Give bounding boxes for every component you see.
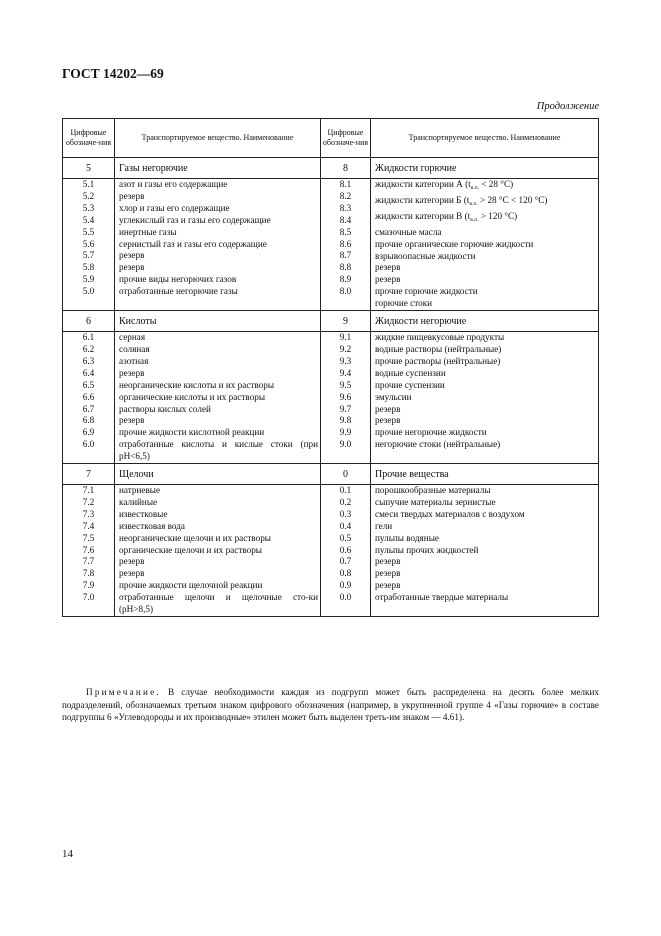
subgroup-name-text: сыпучие материалы зернистые: [375, 496, 496, 507]
group-row: [63, 464, 599, 485]
subgroup-name-text: органические щелочи и их растворы: [119, 544, 262, 555]
subgroup-name: [375, 380, 596, 392]
subgroup-code: 8.2: [339, 190, 352, 201]
subgroup-code: 8.6: [339, 238, 352, 249]
subgroup-name-text: азот и газы его содержащие: [119, 179, 228, 189]
subgroup-name-text: инертные газы: [119, 226, 177, 237]
subgroup-names: [115, 179, 321, 311]
subgroup-name: [119, 556, 318, 568]
subgroup-name-text: резерв: [375, 580, 401, 591]
subgroup-name-text: эмульсии: [375, 391, 412, 402]
page-number: 14: [62, 848, 73, 860]
table-body: [63, 158, 599, 617]
subgroup-name-text: жидкости категории Б (t: [375, 194, 470, 205]
subgroup-code: 7.9: [82, 580, 95, 591]
subgroup-code: 5.8: [82, 262, 95, 273]
subgroup-name: [119, 392, 318, 404]
subgroup-name-text: отработанные щелочи и щелочные сто-ки (рН>8,5): [119, 592, 318, 615]
subgroup-name-text: жидкие пищевкусовые продукты: [375, 332, 505, 343]
subgroup-name-text: резерв: [119, 415, 145, 426]
subgroup-name: [119, 191, 318, 203]
subgroup-name: [375, 211, 596, 227]
subgroup-name: [119, 332, 318, 344]
subgroup-name: [119, 356, 318, 368]
subgroup-code: 8.1: [339, 179, 352, 189]
subgroup-code: 0.4: [339, 520, 352, 531]
temperature-subscript: в.п.: [469, 200, 478, 207]
subgroup-code: 8.3: [339, 202, 352, 213]
subgroup-name: [375, 556, 596, 568]
subgroup-code: 6.7: [82, 403, 95, 414]
header-code: Цифровые обозначе-ния: [63, 119, 115, 158]
subgroup-code: 6.5: [82, 379, 95, 390]
subgroup-code: 0.8: [339, 568, 352, 579]
subgroup-codes: [63, 332, 115, 464]
subgroup-name: [375, 251, 596, 263]
subgroup-name-text: водные суспензии: [375, 367, 446, 378]
header-name-2: Транспортируемое вещество. Наименование: [371, 119, 599, 158]
group-code: 6: [63, 311, 115, 332]
table-header-row: [63, 119, 599, 158]
subgroup-name: [375, 332, 596, 344]
subgroup-name-text: соляная: [119, 343, 150, 354]
subgroup-name: [119, 286, 318, 298]
subgroup-name-text: отработанные твердые материалы: [375, 592, 509, 603]
group-code: 5: [63, 158, 115, 179]
subgroup-name-text: серная: [119, 332, 146, 343]
subgroup-name: [375, 227, 596, 239]
group-code: 9: [321, 311, 371, 332]
subgroup-name-text: смазочные масла: [375, 226, 442, 237]
subgroup-code: 6.6: [82, 391, 95, 402]
subgroup-code: 7.4: [82, 520, 95, 531]
subgroup-name-text: резерв: [375, 403, 401, 414]
subgroup-name: [119, 533, 318, 545]
subgroup-name: [119, 404, 318, 416]
subgroup-name-text: резерв: [119, 262, 145, 273]
subgroup-code: 5.7: [82, 250, 95, 261]
subgroup-name: [119, 580, 318, 592]
subgroup-code: 9.6: [339, 391, 352, 402]
subgroup-code: 8.0: [339, 286, 352, 297]
note-paragraph: [62, 686, 599, 724]
header-code-2: Цифровые обозначе-ния: [321, 119, 371, 158]
subgroup-name-text: резерв: [119, 367, 145, 378]
subgroup-name: [119, 568, 318, 580]
subgroup-code: 0.0: [339, 592, 352, 603]
subgroup-code: 0.3: [339, 508, 352, 519]
subgroup-name-text: известковая вода: [119, 520, 185, 531]
subgroup-name: [119, 509, 318, 521]
subgroup-name-text: резерв: [375, 556, 401, 567]
subgroup-name-text: смеси твердых материалов с воздухом: [375, 508, 525, 519]
subgroup-code: 5.4: [82, 214, 95, 225]
subgroup-name: [375, 592, 596, 604]
subgroup-name-text: натриевые: [119, 485, 161, 496]
items-row: [63, 332, 599, 464]
subgroup-code: 6.9: [82, 427, 95, 438]
subgroup-name: [375, 262, 596, 274]
document-header: ГОСТ 14202—69: [62, 66, 164, 81]
subgroup-code: 8.4: [339, 214, 352, 225]
subgroup-name: [375, 286, 596, 298]
subgroup-name-text: прочие виды негорючих газов: [119, 274, 237, 285]
subgroup-code: 0.7: [339, 556, 352, 567]
subgroup-name: [119, 274, 318, 286]
continued-label: Продолжение: [536, 101, 599, 112]
subgroup-name: [375, 392, 596, 404]
subgroup-name: [119, 239, 318, 251]
subgroup-code: 5.0: [82, 286, 95, 297]
subgroup-name-text: органические кислоты и их растворы: [119, 391, 266, 402]
subgroup-name-text: известковые: [119, 508, 168, 519]
subgroup-name-text: жидкости категории В (t: [375, 210, 471, 221]
subgroup-name: [375, 580, 596, 592]
subgroup-name: [119, 545, 318, 557]
subgroup-name: [119, 179, 318, 191]
subgroup-name: [375, 545, 596, 557]
subgroup-code: 9.4: [339, 367, 352, 378]
subgroup-code: 7.8: [82, 568, 95, 579]
subgroup-code: 8.7: [339, 250, 352, 261]
subgroup-name: [375, 497, 596, 509]
subgroup-name-text: азотная: [119, 355, 149, 366]
subgroup-name-text: резерв: [119, 568, 145, 579]
subgroup-name-text: прочие суспензии: [375, 379, 445, 390]
subgroup-code: 8.8: [339, 262, 352, 273]
substances-table: [62, 118, 599, 617]
subgroup-name: [375, 404, 596, 416]
subgroup-name: [119, 439, 318, 463]
subgroup-names: [115, 485, 321, 617]
subgroup-name: [375, 298, 596, 310]
subgroup-name: [119, 227, 318, 239]
subgroup-code: 6.3: [82, 355, 95, 366]
subgroup-code: 5.1: [82, 179, 95, 189]
subgroup-name-text: хлор и газы его содержащие: [119, 202, 230, 213]
subgroup-name: [375, 344, 596, 356]
subgroup-code: 8.9: [339, 274, 352, 285]
subgroup-name-text: прочие жидкости кислотной реакции: [119, 427, 265, 438]
subgroup-code: 7.0: [82, 592, 95, 603]
subgroup-code: 9.3: [339, 355, 352, 366]
subgroup-name-text: водные растворы (нейтральные): [375, 343, 502, 354]
subgroup-name-text: резерв: [375, 274, 401, 285]
subgroup-name: [375, 195, 596, 211]
subgroup-name-text: резерв: [119, 250, 145, 261]
items-row: [63, 485, 599, 617]
subgroup-name-text: неорганические кислоты и их растворы: [119, 379, 275, 390]
subgroup-codes: [321, 485, 371, 617]
subgroup-code: 7.1: [82, 485, 95, 496]
group-code: 0: [321, 464, 371, 485]
subgroup-name-text: порошкообразные материалы: [375, 485, 491, 496]
group-name: Прочие вещества: [371, 464, 599, 485]
group-name: Газы негорючие: [115, 158, 321, 179]
subgroup-name-text: гели: [375, 520, 393, 531]
subgroup-code: 5.3: [82, 202, 95, 213]
subgroup-name: [375, 239, 596, 251]
subgroup-codes: [63, 485, 115, 617]
subgroup-code: 0.9: [339, 580, 352, 591]
subgroup-code: 7.5: [82, 532, 95, 543]
subgroup-name-text: резерв: [375, 262, 401, 273]
subgroup-code: 5.2: [82, 190, 95, 201]
subgroup-name: [375, 415, 596, 427]
subgroup-name: [119, 485, 318, 497]
subgroup-codes: [321, 179, 371, 311]
subgroup-name: [375, 274, 596, 286]
subgroup-name-text: сернистый газ и газы его содержащие: [119, 238, 267, 249]
temperature-subscript: в.п.: [470, 185, 480, 191]
subgroup-name: [375, 368, 596, 380]
subgroup-name-text: углекислый газ и газы его содержащие: [119, 214, 271, 225]
subgroup-name-text: взрывоопасные жидкости: [375, 250, 476, 261]
subgroup-name: [119, 592, 318, 616]
subgroup-name: [375, 439, 596, 451]
subgroup-name: [119, 368, 318, 380]
subgroup-code: 6.8: [82, 415, 95, 426]
subgroup-name: [119, 415, 318, 427]
subgroup-code: 7.7: [82, 556, 95, 567]
subgroup-code: 0.2: [339, 496, 352, 507]
items-row: [63, 179, 599, 311]
subgroup-name-text: горючие стоки: [375, 298, 433, 309]
subgroup-name-text: резерв: [119, 556, 145, 567]
subgroup-name-text: неорганические щелочи и их растворы: [119, 532, 271, 543]
subgroup-name: [119, 250, 318, 262]
subgroup-name-text: негорючие стоки (нейтральные): [375, 439, 501, 450]
subgroup-code: 6.1: [82, 332, 95, 343]
subgroup-names: [371, 332, 599, 464]
subgroup-code: 9.7: [339, 403, 352, 414]
subgroup-code: 0.1: [339, 485, 352, 496]
subgroup-name-text: прочие органические горючие жидкости: [375, 238, 534, 249]
temperature-range: < 28 °С): [479, 179, 514, 189]
subgroup-name: [119, 521, 318, 533]
subgroup-code: 9.0: [339, 439, 352, 450]
subgroup-names: [371, 485, 599, 617]
group-code: 8: [321, 158, 371, 179]
subgroup-name-text: резерв: [375, 568, 401, 579]
subgroup-codes: [321, 332, 371, 464]
subgroup-name-text: жидкости категории А (t: [375, 179, 471, 189]
subgroup-name-text: отработанные негорючие газы: [119, 286, 238, 297]
subgroup-name-text: резерв: [375, 415, 401, 426]
subgroup-name-text: отработанные кислоты и кислые стоки (при pH<6,5): [119, 439, 318, 462]
subgroup-name: [119, 203, 318, 215]
subgroup-code: 9.1: [339, 332, 352, 343]
subgroup-code: 0.5: [339, 532, 352, 543]
note-label: Примечание.: [86, 687, 161, 697]
header-name: Транспортируемое вещество. Наименование: [115, 119, 321, 158]
subgroup-code: 5.5: [82, 226, 95, 237]
subgroup-code: 5.6: [82, 238, 95, 249]
note-text: В случае необходимости каждая из подгрупп может быть распределена на десять более мелких подразделений, обозначаемых третьим знаком цифрового обозначения (например, в укрупненной группе 4 «Газы горючие» в составе подгруппы 6 «Углеводороды и их производные» этилен может быть выделен треть-им знаком — 4.61).: [62, 687, 599, 722]
temperature-subscript: в.п.: [470, 216, 479, 223]
subgroup-name: [119, 215, 318, 227]
subgroup-name: [119, 427, 318, 439]
subgroup-name: [375, 179, 596, 195]
temperature-range: > 28 °С < 120 °С): [477, 194, 548, 205]
subgroup-name: [375, 485, 596, 497]
subgroup-name-text: прочие растворы (нейтральные): [375, 355, 501, 366]
subgroup-name-text: растворы кислых солей: [119, 403, 211, 414]
subgroup-code: 7.2: [82, 496, 95, 507]
subgroup-code: 5.9: [82, 274, 95, 285]
subgroup-name: [119, 262, 318, 274]
subgroup-name: [119, 344, 318, 356]
subgroup-code: 7.6: [82, 544, 95, 555]
subgroup-name-text: калийные: [119, 496, 158, 507]
group-name: Жидкости горючие: [371, 158, 599, 179]
subgroup-code: 9.2: [339, 343, 352, 354]
subgroup-name-text: прочие негорючие жидкости: [375, 427, 487, 438]
subgroup-name-text: прочие жидкости щелочной реакции: [119, 580, 263, 591]
subgroup-name-text: резерв: [119, 190, 145, 201]
subgroup-name-text: пульпы водяные: [375, 532, 439, 543]
subgroup-code: 6.2: [82, 343, 95, 354]
subgroup-name: [119, 380, 318, 392]
subgroup-code: 9.9: [339, 427, 352, 438]
group-name: Кислоты: [115, 311, 321, 332]
subgroup-name: [119, 497, 318, 509]
subgroup-code: 0.6: [339, 544, 352, 555]
subgroup-name: [375, 521, 596, 533]
subgroup-code: 7.3: [82, 508, 95, 519]
subgroup-names: [371, 179, 599, 311]
group-name: Щелочи: [115, 464, 321, 485]
subgroup-code: 8.5: [339, 226, 352, 237]
group-row: [63, 158, 599, 179]
group-name: Жидкости негорючие: [371, 311, 599, 332]
subgroup-name-text: пульпы прочих жидкостей: [375, 544, 479, 555]
subgroup-code: 6.0: [82, 439, 95, 450]
subgroup-code: 6.4: [82, 367, 95, 378]
subgroup-code: 9.8: [339, 415, 352, 426]
subgroup-name: [375, 356, 596, 368]
group-row: [63, 311, 599, 332]
subgroup-name: [375, 533, 596, 545]
subgroup-names: [115, 332, 321, 464]
subgroup-codes: [63, 179, 115, 311]
subgroup-name: [375, 509, 596, 521]
group-code: 7: [63, 464, 115, 485]
subgroup-name: [375, 568, 596, 580]
subgroup-name-text: прочие горючие жидкости: [375, 286, 478, 297]
temperature-range: > 120 °С): [478, 210, 518, 221]
subgroup-code: 9.5: [339, 379, 352, 390]
subgroup-name: [375, 427, 596, 439]
